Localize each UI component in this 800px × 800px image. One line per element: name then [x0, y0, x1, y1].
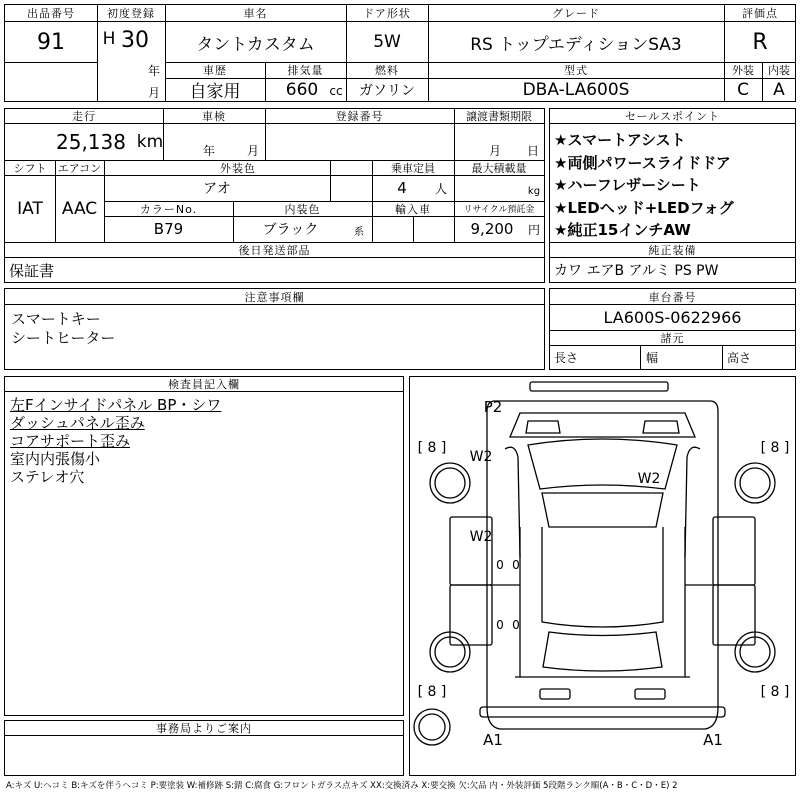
- capacity-label: 乗車定員: [391, 161, 435, 175]
- equipment: カワ エアB アルミ PS PW: [554, 263, 719, 279]
- color-no: B79: [153, 220, 184, 238]
- capacity: 4: [397, 179, 407, 197]
- history-label: 車歴: [203, 64, 227, 77]
- exterior-grade: C: [737, 79, 749, 100]
- dims-label: 諸元: [660, 331, 685, 345]
- model-label: 型式: [564, 64, 588, 77]
- office-box: [4, 720, 404, 776]
- mark-zero: 0: [512, 618, 520, 632]
- capacity-unit: 人: [434, 181, 447, 196]
- header-table: [4, 4, 796, 102]
- displacement-label: 排気量: [287, 64, 324, 77]
- sales-point-item: ★ハーフレザーシート: [554, 176, 701, 194]
- exterior-label: 外装: [732, 64, 754, 77]
- lot-no-label: 出品番号: [27, 7, 75, 20]
- inspection-label: 車検: [202, 110, 226, 123]
- inspection-year-unit: 年: [202, 143, 215, 157]
- interior-grade: A: [773, 79, 785, 100]
- transfer-label: 譲渡書類期限: [466, 110, 532, 123]
- mileage-label: 走行: [72, 110, 96, 123]
- vehicle-details-table: [4, 108, 545, 283]
- fuel-label: 燃料: [375, 64, 399, 77]
- inspector-list: [10, 396, 221, 486]
- ac-label: エアコン: [57, 161, 102, 175]
- notes-box: [4, 288, 545, 370]
- recycle-label: リサイクル預託金: [463, 205, 535, 215]
- width-label: 幅: [646, 350, 659, 365]
- car-diagram-box: [409, 376, 796, 776]
- chassis-label: 車台番号: [648, 290, 697, 304]
- notes-label: 注意事項欄: [244, 290, 305, 304]
- mark-zero: 0: [512, 558, 520, 572]
- int-color: ブラック: [262, 222, 319, 238]
- damage-legend: A:キズ U:ヘコミ B:キズを伴うヘコミ P:要塗装 W:補修跡 S:錆 C:腐食 G:フロントガラス点キズ XX:交換済み X:要交換 欠:欠品 内・外装評価 5段階ランク順(A・B・C・D・E) 2: [6, 781, 678, 791]
- displacement: 660: [285, 79, 319, 100]
- office-label: 事務局よりご案内: [156, 722, 252, 735]
- era: H: [102, 29, 116, 49]
- recycle-unit: 円: [527, 222, 540, 237]
- int-color-label: 内装色: [284, 202, 321, 216]
- grade-label: グレード: [552, 7, 600, 20]
- reg-no-label: 登録番号: [335, 110, 384, 123]
- sales-points-list: [554, 129, 734, 242]
- year-unit: 年: [147, 63, 160, 77]
- equipment-label: 純正装備: [648, 243, 697, 257]
- mark-p2: P2: [483, 398, 503, 416]
- history: 自家用: [189, 82, 241, 101]
- sales-points-label: セールスポイント: [624, 110, 720, 123]
- car-name-label: 車名: [243, 7, 268, 20]
- transfer-month-unit: 月: [488, 143, 501, 157]
- fuel: ガソリン: [359, 82, 415, 99]
- tire-depth-fr: [ 8 ]: [760, 440, 790, 456]
- mark-zero: 0: [496, 558, 504, 572]
- sales-point-item: ★LEDヘッド+LEDフォグ: [554, 198, 734, 217]
- lot-no: 91: [37, 29, 65, 55]
- grade: RS トップエディションSA3: [470, 34, 682, 55]
- recycle-amount: 9,200: [470, 220, 514, 238]
- color-no-label: カラーNo.: [139, 202, 198, 216]
- mark-zero: 0: [496, 618, 504, 632]
- mark-w2: W2: [469, 529, 493, 545]
- shift-label: シフト: [13, 161, 47, 175]
- max-load-label: 最大積載量: [471, 161, 527, 175]
- ext-color-label: 外装色: [220, 161, 256, 175]
- car-name: タントカスタム: [196, 34, 315, 55]
- door-type: 5W: [373, 32, 401, 52]
- notes-list: [11, 310, 115, 348]
- sales-points-box: [549, 108, 796, 283]
- sales-point-item: ★両側パワースライドドア: [554, 153, 731, 172]
- reg-year: 30: [121, 27, 149, 53]
- first-reg-label: 初度登録: [107, 7, 155, 20]
- chassis-number: LA600S-0622966: [603, 308, 742, 327]
- inspector-box: [4, 376, 404, 716]
- inspector-item: ステレオ穴: [10, 468, 85, 486]
- later-parts-label: 後日発送部品: [238, 243, 311, 257]
- ext-color: アオ: [203, 181, 231, 197]
- mark-w2: W2: [469, 449, 493, 465]
- car-diagram: [410, 377, 795, 775]
- inspector-item: コアサポート歪み: [10, 432, 131, 450]
- mileage-unit: km: [136, 132, 164, 152]
- import-label: 輸入車: [395, 202, 431, 216]
- note-item: シートヒーター: [11, 329, 116, 347]
- ac: AAC: [61, 198, 98, 219]
- inspector-item: ダッシュパネル歪み: [10, 414, 145, 432]
- score-label: 評価点: [742, 7, 778, 20]
- mark-w2: W2: [637, 471, 661, 487]
- mileage: 25,138: [56, 130, 126, 154]
- month-unit: 月: [147, 85, 160, 99]
- sales-point-item: ★スマートアシスト: [554, 131, 686, 149]
- tire-depth-rl: [ 8 ]: [417, 684, 447, 700]
- door-label: ドア形状: [363, 7, 411, 20]
- shift: IAT: [17, 198, 43, 219]
- mark-a1: A1: [483, 731, 503, 749]
- tire-depth-fl: [ 8 ]: [417, 440, 447, 456]
- tire-depth-rr: [ 8 ]: [760, 684, 790, 700]
- score: R: [752, 29, 768, 55]
- max-load-unit: kg: [527, 185, 541, 197]
- chassis-box: [549, 288, 796, 370]
- int-color-suffix: 系: [354, 226, 364, 238]
- interior-label: 内装: [768, 64, 790, 77]
- mark-a1: A1: [703, 731, 723, 749]
- inspector-label: 検査員記入欄: [168, 378, 240, 391]
- transfer-day-unit: 日: [526, 143, 539, 157]
- later-parts: 保証書: [9, 261, 55, 280]
- inspector-item: 室内内張傷小: [10, 450, 101, 468]
- sales-point-item: ★純正15インチAW: [554, 221, 691, 239]
- note-item: スマートキー: [11, 310, 101, 328]
- inspection-month-unit: 月: [246, 143, 259, 157]
- inspector-item: 左Fインサイドパネル BP・シワ: [10, 396, 222, 414]
- model: DBA-LA600S: [522, 79, 630, 100]
- height-label: 高さ: [727, 350, 752, 365]
- length-label: 長さ: [554, 350, 579, 365]
- displacement-unit: cc: [329, 84, 343, 98]
